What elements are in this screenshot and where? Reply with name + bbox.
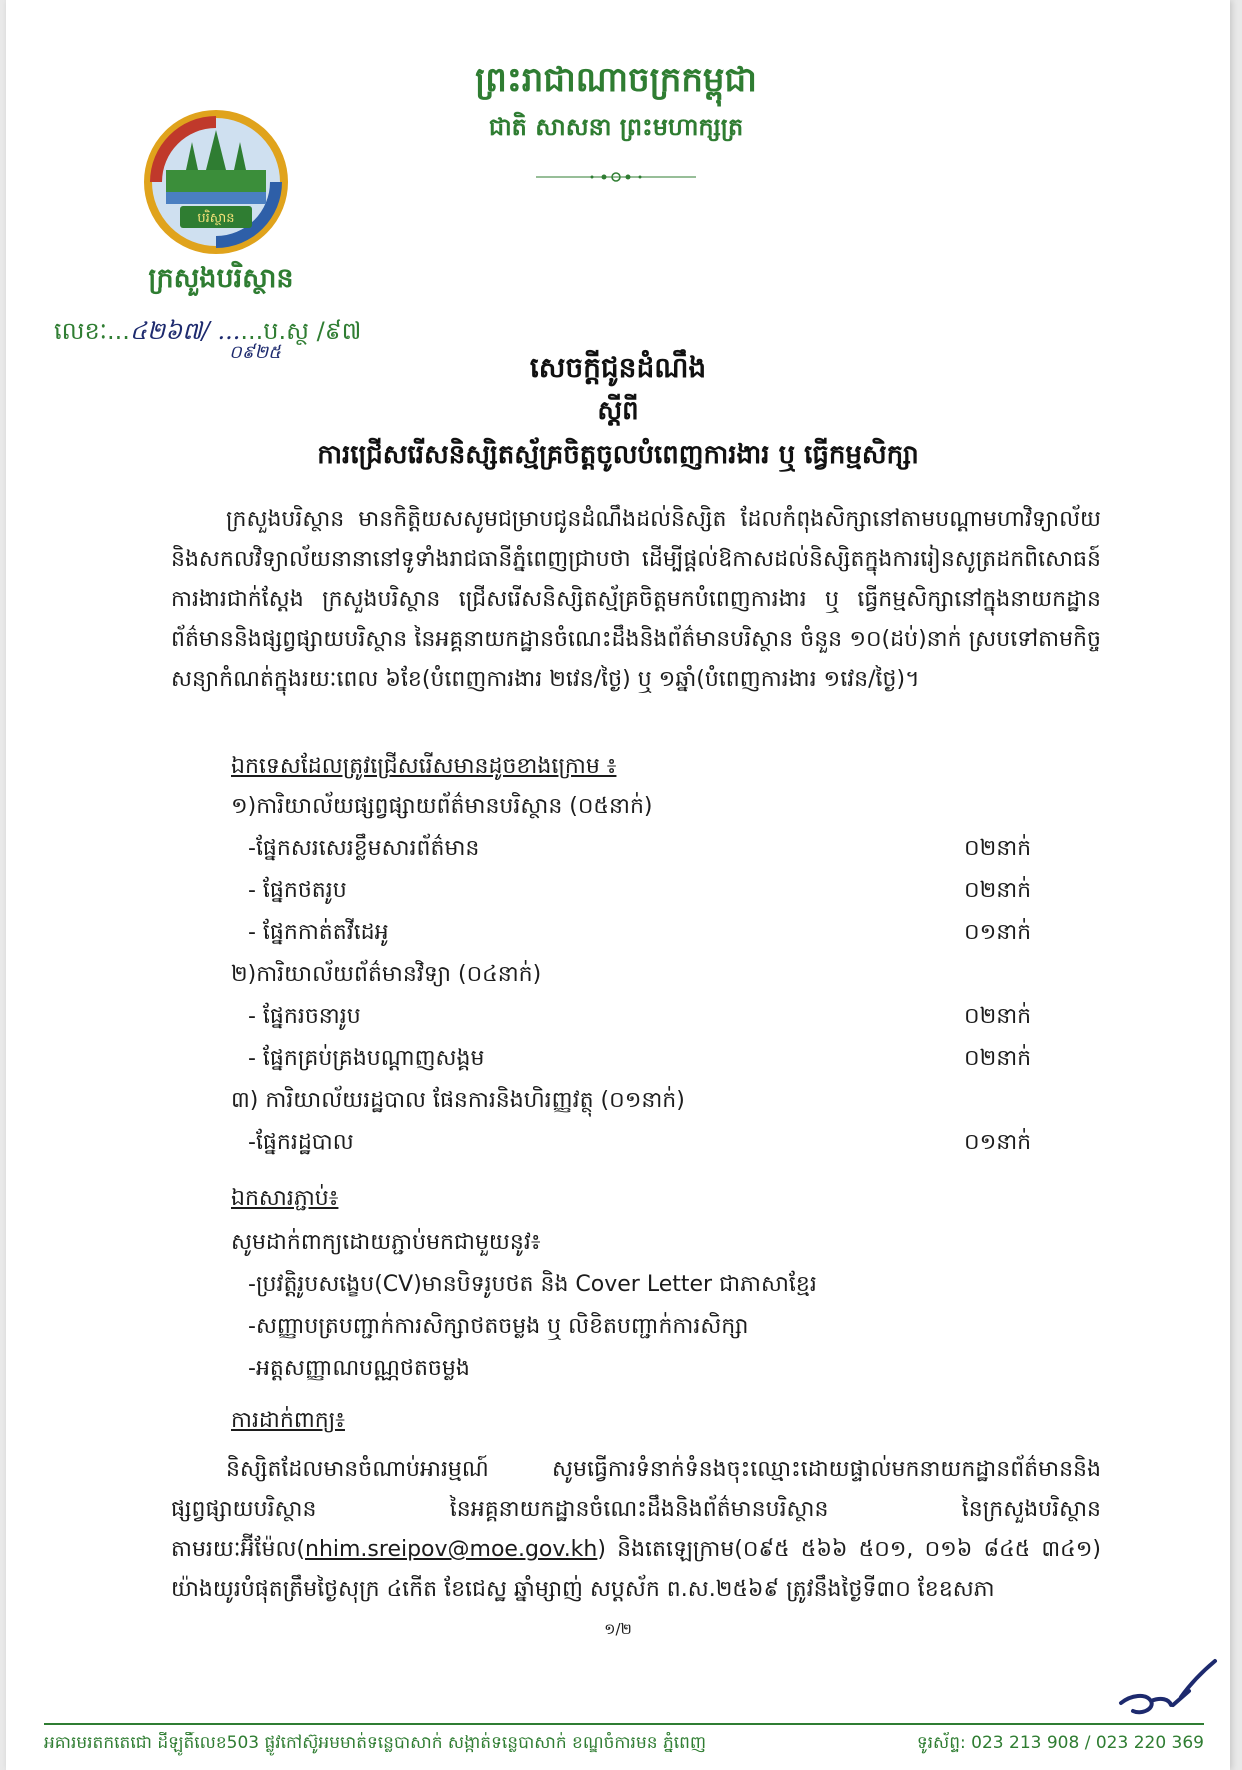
attachments-intro: សូមដាក់ពាក្យដោយភ្ជាប់មកជាមួយនូវ៖: [231, 1230, 541, 1255]
footer-phone: ទូរស័ព្ទ: 023 213 908 / 023 220 369: [916, 1733, 1204, 1753]
motto: ជាតិ សាសនា ព្រះមហាក្សត្រ: [488, 112, 744, 141]
signature-mark: [1111, 1655, 1221, 1725]
attachment-item: -ប្រវត្តិរូបសង្ខេប(CV)មានបិទរូបថត និង Cover Letter ជាភាសាខ្មែរ: [248, 1272, 817, 1297]
ornament-divider: [536, 170, 696, 184]
logo-text: បរិស្ថាន: [197, 211, 235, 226]
position-count: ០១នាក់: [964, 920, 1032, 945]
application-heading: ការដាក់ពាក្យ៖: [231, 1408, 345, 1433]
position-count: ០២នាក់: [964, 1004, 1032, 1029]
notice-about: ស្តីពី: [597, 396, 639, 426]
kingdom-title: ព្រះរាជាណាចក្រកម្ពុជា: [475, 60, 757, 100]
attachment-item: -អត្តសញ្ញាណបណ្ណថតចម្លង: [248, 1356, 470, 1381]
ref-handwritten-sub: ០៩២៥: [229, 342, 281, 363]
reference-number: [54, 316, 362, 363]
ministry-name: ក្រសួងបរិស្ថាន: [148, 263, 294, 294]
position-item: - ផ្នែកកាត់តវីដេអូ: [248, 920, 389, 945]
position-item: - ផ្នែករចនារូប: [248, 1004, 361, 1029]
positions-heading: ឯកទេសដែលត្រូវជ្រើសរើសមានដូចខាងក្រោម ៖: [231, 754, 617, 779]
footer-rule: [44, 1723, 1204, 1725]
intro-paragraph: ក្រសួងបរិស្ថាន មានកិត្តិយសសូមជម្រាបជូនដំណឹងដល់និស្សិត ដែលកំពុងសិក្សានៅតាមបណ្តាមហាវិទ្យាល័យ និងសកលវិទ្យាល័យនានានៅទូទាំងរាជធានីភ្នំពេញជ្រាបថា ដើម្បីផ្តល់ឱកាសដល់និស្សិតក្នុងការរៀនសូត្រដកពិសោធន៍ការងារជាក់ស្តែង ក្រសួងបរិស្ថាន ជ្រើសរើសនិស្សិតស្ម័គ្រចិត្តមកបំពេញការងារ ឬ ធ្វើកម្មសិក្សានៅក្នុងនាយកដ្ឋានព័ត៌មាននិងផ្សព្វផ្សាយបរិស្ថាន នៃអគ្គនាយកដ្ឋានចំណេះដឹងនិងព័ត៌មានបរិស្ថាន ចំនួន ១០(ដប់)នាក់ ស្របទៅតាមកិច្ចសន្យាកំណត់ក្នុងរយៈពេល ៦ខែ(បំពេញការងារ ២វេន/ថ្ងៃ) ឬ ១ឆ្នាំ(បំពេញការងារ ១វេន/ថ្ងៃ)។: [171, 507, 1101, 692]
application-text-2: ) និងតេឡេក្រាម(០៩៥ ៥៦៦ ៥០១, ០១៦ ៨៤៥ ៣៤១) យ៉ាងយូរបំផុតត្រឹមថ្ងៃសុក្រ ៤កើត ខែជេស្ឋ ឆ្នាំម្សាញ់ សប្តស័ក ព.ស.២៥៦៩ ត្រូវនឹងថ្ងៃទី៣០ ខែឧសភា: [171, 1537, 1101, 1602]
ref-suffix: ...ប.ស្ថ /៩៧: [240, 317, 362, 345]
attachments-heading: ឯកសារភ្ជាប់៖: [231, 1186, 339, 1211]
application-paragraph: [171, 1450, 1101, 1610]
position-count: ០២នាក់: [964, 878, 1032, 903]
contact-email-link[interactable]: nhim.sreipov@moe.gov.kh: [305, 1537, 598, 1562]
footer: [44, 1732, 1204, 1757]
ref-handwritten-mid: / ...: [201, 317, 241, 345]
application-text: និស្សិតដែលមានចំណាប់អារម្មណ៍ សូមធ្វើការទំនាក់ទំនងចុះឈ្មោះដោយផ្ទាល់មកនាយកដ្ឋានព័ត៌មាននិងផ្សព្វផ្សាយបរិស្ថាន នៃអគ្គនាយកដ្ឋានចំណេះដឹងនិងព័ត៌មានបរិស្ថាន នៃក្រសួងបរិស្ថាន តាមរយៈអ៊ីម៉ែល(: [171, 1457, 1101, 1562]
position-item: - ផ្នែកគ្រប់គ្រងបណ្តាញសង្គម: [248, 1046, 485, 1071]
document-page: [6, 0, 1230, 1770]
position-count: ០២នាក់: [964, 1046, 1032, 1071]
attachment-item: -សញ្ញាបត្របញ្ជាក់ការសិក្សាថតចម្លង ឬ លិខិតបញ្ជាក់ការសិក្សា: [248, 1314, 749, 1339]
notice-subject: ការជ្រើសរើសនិស្សិតស្ម័គ្រចិត្តចូលបំពេញការងារ ឬ ធ្វើកម្មសិក្សា: [317, 440, 919, 470]
position-item: -ផ្នែករដ្ឋបាល: [248, 1130, 354, 1155]
position-item: -ផ្នែកសរសេរខ្លឹមសារព័ត៌មាន: [248, 836, 480, 861]
office-1-title: ១)ការិយាល័យផ្សព្វផ្សាយព័ត៌មានបរិស្ថាន (០៥នាក់): [231, 794, 653, 819]
position-count: ០២នាក់: [964, 836, 1032, 861]
footer-address: អគារមរតកតេជោ ដីឡូតិ៍លេខ503 ផ្លូវកៅស៊ូអមមាត់ទន្លេបាសាក់ សង្កាត់ទន្លេបាសាក់ ខណ្ឌចំការមន ភ្នំពេញ: [44, 1733, 707, 1753]
position-count: ០១នាក់: [964, 1130, 1032, 1155]
notice-title: សេចក្តីជូនដំណឹង: [529, 351, 707, 384]
office-2-title: ២)ការិយាល័យព័ត៌មានវិទ្យា (០៤នាក់): [231, 962, 542, 987]
page-number: ១/២: [604, 1620, 632, 1638]
ref-label: លេខៈ...: [54, 317, 130, 345]
position-item: - ផ្នែកថតរូប: [248, 878, 347, 903]
ministry-logo: [136, 108, 296, 256]
office-3-title: ៣) ការិយាល័យរដ្ឋបាល ផែនការនិងហិរញ្ញវត្ថុ (០១នាក់): [231, 1088, 685, 1113]
ref-handwritten-number: ៤២៦៧: [129, 317, 202, 345]
